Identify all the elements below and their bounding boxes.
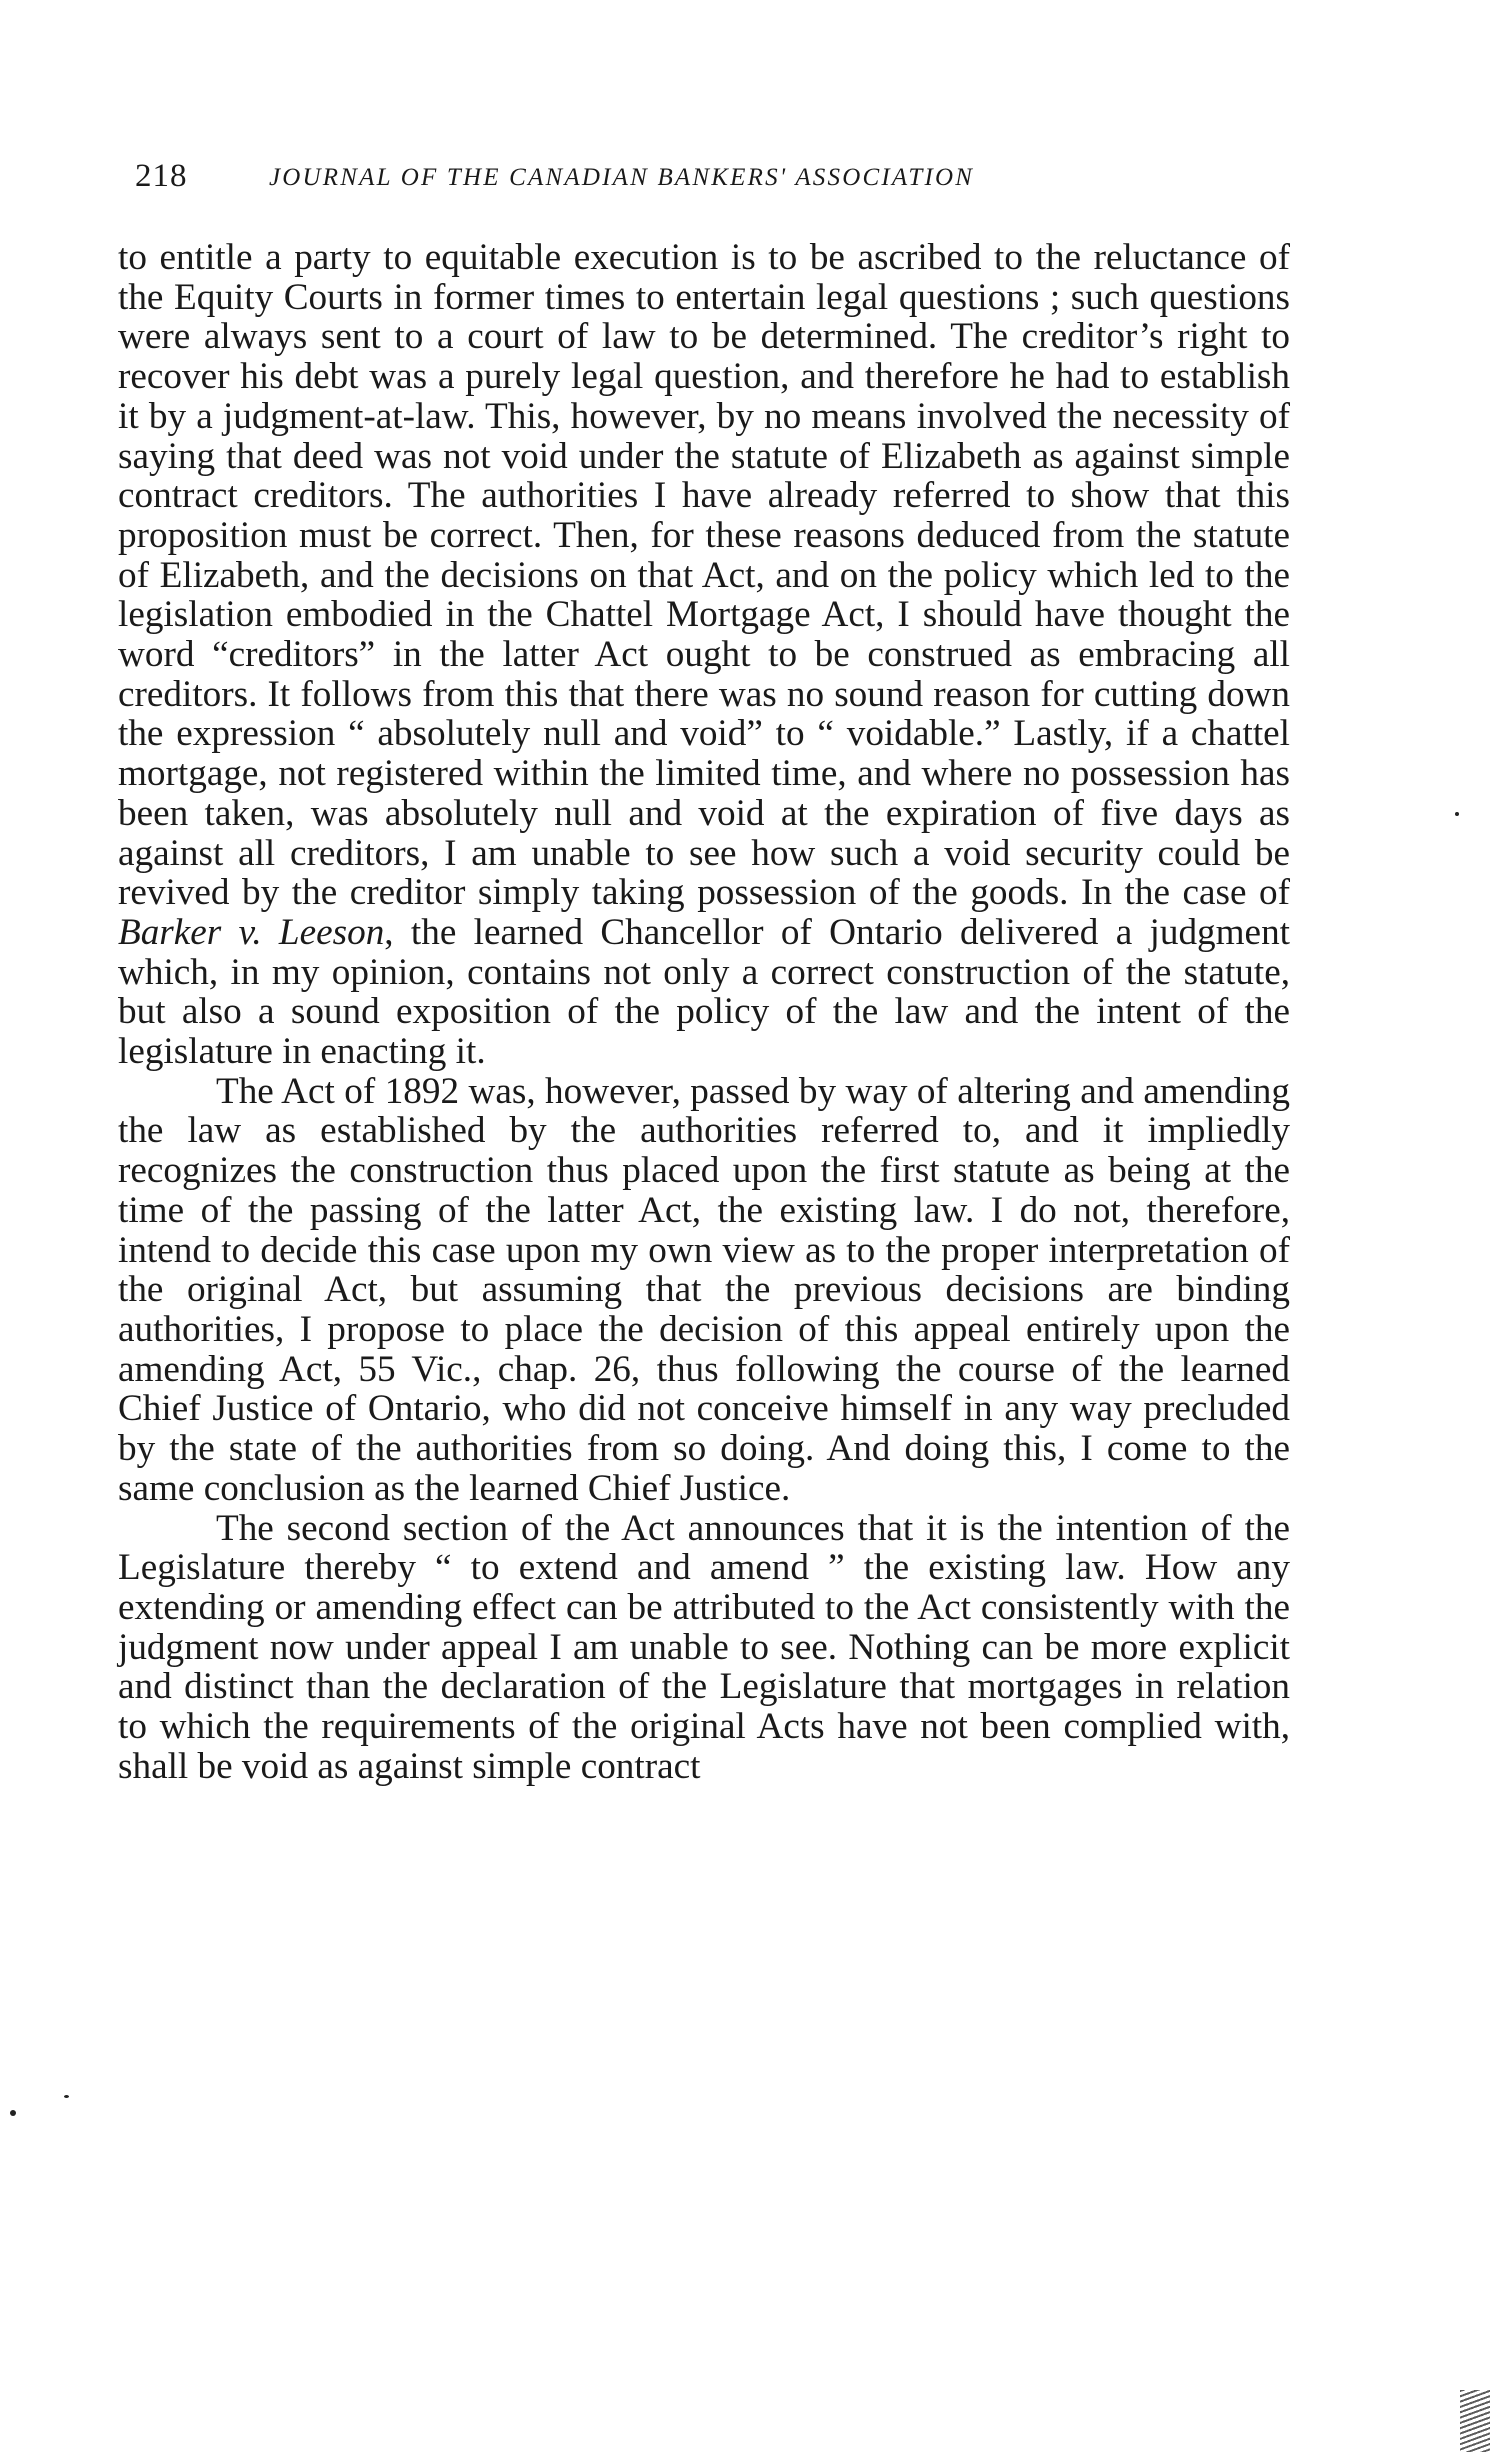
paragraph-3: The second section of the Act announces that it is the intention of the Legislature thereby “ to extend and amend ” the existing law. How any extending or amending effect can be attributed to the Act consistently with the judgment now under appeal I am unable to see. Nothing can be more explicit and distinct than the declaration of the Legislature that mortgages in relation to which the requirements of the original Acts have not been complied with, shall be void as against simple contract <box>118 1507 1290 1787</box>
page-number: 218 <box>135 158 188 194</box>
journal-title: JOURNAL OF THE CANADIAN BANKERS' ASSOCIATION <box>269 164 975 191</box>
paragraph-2: The Act of 1892 was, however, passed by way of altering and amending the law as established by the authorities referred to, and it impliedly recognizes the construction thus placed upon the first statute as being at the time of the passing of the latter Act, the existing law. I do not, therefore, intend to decide this case upon my own view as to the proper interpretation of the original Act, but assuming that the previous decisions are binding authorities, I propose to place the decision of this appeal entirely upon the amending Act, 55 Vic., chap. 26, thus following the course of the learned Chief Justice of Ontario, who did not conceive himself in any way precluded by the state of the authorities from so doing. And doing this, I come to the same conclusion as the learned Chief Justice. <box>118 1070 1290 1509</box>
margin-speck-tick <box>64 2095 69 2098</box>
margin-speck-right <box>1455 812 1459 816</box>
case-name: Barker v. Leeson <box>118 911 385 953</box>
running-head <box>135 158 1285 204</box>
page-edge-mark <box>1460 2390 1490 2452</box>
body-text <box>118 238 1290 1786</box>
paragraph-1 <box>118 238 1290 1072</box>
paragraph-1-text-a: to entitle a party to equitable execution is to be ascribed to the reluctance of the Equity Courts in former times to entertain legal questions ; such questions were always sent to a court of law to be determined. The creditor’s right to recover his debt was a purely legal question, and therefore he had to establish it by a judgment-at-law. This, however, by no means involved the necessity of saying that deed was not void under the statute of Elizabeth as against simple contract creditors. The authorities I have already referred to show that this proposition must be correct. Then, for these reasons deduced from the statute of Elizabeth, and the decisions on that Act, and on the policy which led to the legislation embodied in the Chattel Mortgage Act, I should have thought the word “creditors” in the latter Act ought to be construed as embracing all creditors. It follows from this that there was no sound reason for cutting down the expression “ absolutely null and void” to “ voidable.” Lastly, if a chattel mortgage, not registered within the limited time, and where no possession has been taken, was absolutely null and void at the expiration of five days as against all creditors, I am unable to see how such a void security could be revived by the creditor simply taking possession of the goods. In the case of <box>118 237 1290 914</box>
paragraph-1-text-b: , the learned Chancellor of Ontario delivered a judgment which, in my opinion, contains not only a correct construction of the statute, but also a sound exposition of the policy of the law and the intent of the legislature in enacting it. <box>118 911 1290 1073</box>
margin-speck-left <box>10 2110 16 2116</box>
